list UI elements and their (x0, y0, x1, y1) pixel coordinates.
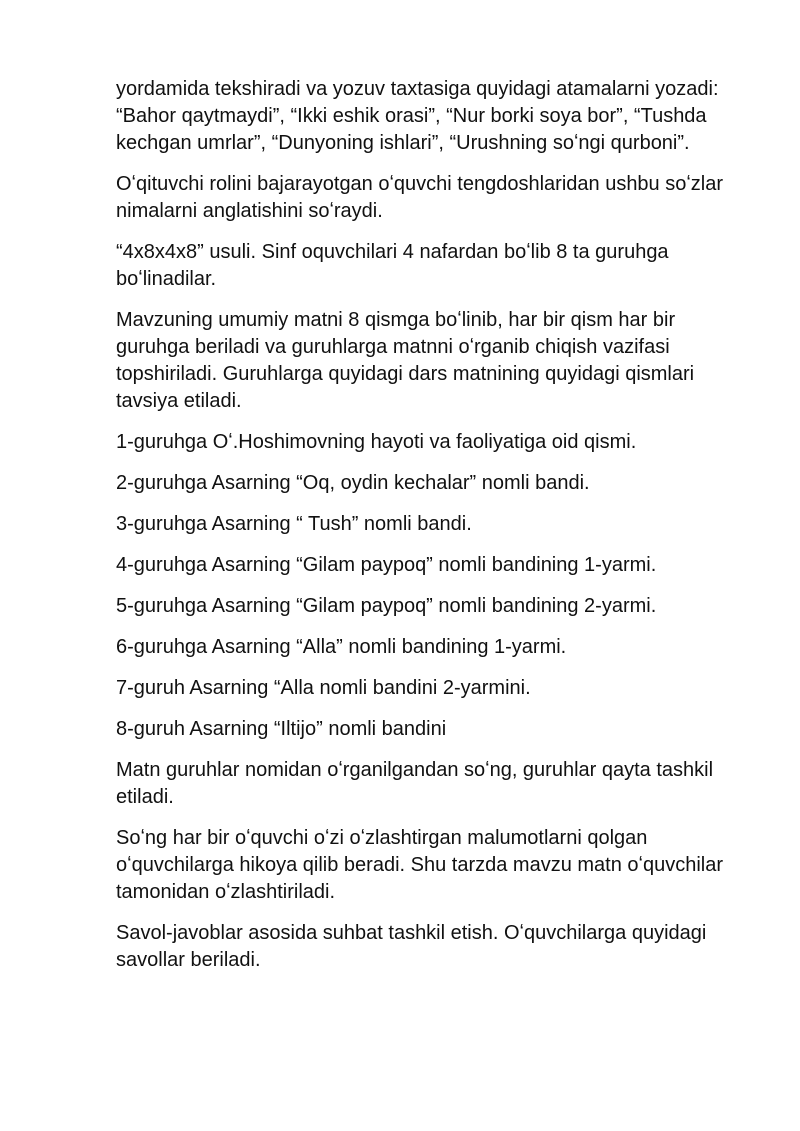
paragraph-discussion: Savol-javoblar asosida suhbat tashkil etish. Oʻquvchilarga quyidagi savollar beriladi. (116, 922, 707, 971)
paragraph-intro-terms: yordamida tekshiradi va yozuv taxtasiga quyidagi atamalarni yozadi: “Bahor qaytmaydi”, “Ikki eshik orasi”, “Nur borki soya bor”, “Tushda kechgan umrlar”, “Dunyoning ishlari”, “Urushning soʻngi qurboni”. (116, 78, 719, 154)
paragraph-group-1: 1-guruhga Oʻ.Hoshimovning hayoti va faoliyatiga oid qismi. (116, 431, 637, 453)
document-body (116, 76, 736, 988)
paragraph-method: “4x8x4x8” usuli. Sinf oquvchilari 4 nafardan boʻlib 8 ta guruhga boʻlinadilar. (116, 241, 669, 290)
paragraph-group-8: 8-guruh Asarning “Iltijo” nomli bandini (116, 718, 447, 740)
paragraph-regroup: Matn guruhlar nomidan oʻrganilgandan soʻng, guruhlar qayta tashkil etiladi. (116, 759, 714, 808)
paragraph-group-4: 4-guruhga Asarning “Gilam paypoq” nomli bandining 1-yarmi. (116, 554, 657, 576)
paragraph-group-2: 2-guruhga Asarning “Oq, oydin kechalar” nomli bandi. (116, 472, 590, 494)
paragraph-teacher-role: Oʻqituvchi rolini bajarayotgan oʻquvchi tengdoshlaridan ushbu soʻzlar nimalarni anglatishini soʻraydi. (116, 173, 724, 222)
paragraph-topic-split: Mavzuning umumiy matni 8 qismga boʻlinib, har bir qism har bir guruhga beriladi va guruhlarga matnni oʻrganib chiqish vazifasi topshiriladi. Guruhlarga quyidagi dars matnining quyidagi qismlari tavsiya etiladi. (116, 309, 695, 412)
paragraph-retelling: Soʻng har bir oʻquvchi oʻzi oʻzlashtirgan malumotlarni qolgan oʻquvchilarga hikoya qilib beradi. Shu tarzda mavzu matn oʻquvchilar tamonidan oʻzlashtiriladi. (116, 827, 723, 903)
paragraph-group-7: 7-guruh Asarning “Alla nomli bandini 2-yarmini. (116, 677, 531, 699)
paragraph-group-5: 5-guruhga Asarning “Gilam paypoq” nomli bandining 2-yarmi. (116, 595, 657, 617)
paragraph-group-6: 6-guruhga Asarning “Alla” nomli bandining 1-yarmi. (116, 636, 567, 658)
paragraph-group-3: 3-guruhga Asarning “ Tush” nomli bandi. (116, 513, 472, 535)
